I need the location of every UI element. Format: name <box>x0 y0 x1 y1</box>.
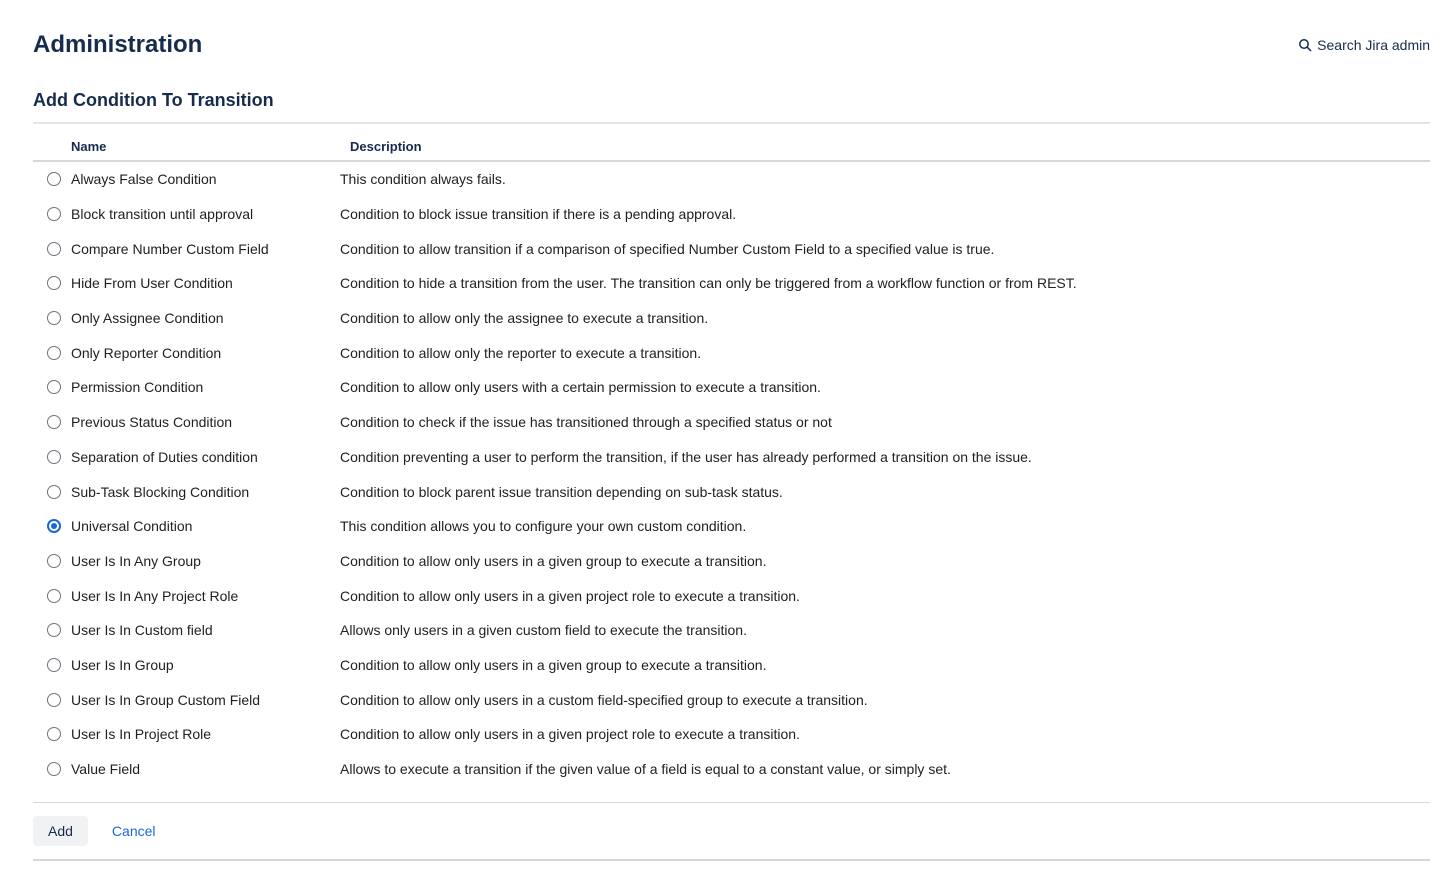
radio-button[interactable] <box>47 380 61 394</box>
condition-description: Condition to allow transition if a comparison of specified Number Custom Field to a specified value is true. <box>340 240 995 257</box>
condition-name: Previous Status Condition <box>71 414 233 431</box>
radio-button[interactable] <box>47 311 61 325</box>
search-icon <box>1298 38 1312 52</box>
condition-description: Condition to allow only the reporter to execute a transition. <box>340 344 702 361</box>
condition-name: User Is In Any Project Role <box>71 587 239 604</box>
condition-description: Allows to execute a transition if the given value of a field is equal to a constant value, or simply set. <box>340 761 951 778</box>
table-row[interactable] <box>33 474 1430 509</box>
table-row[interactable] <box>33 648 1430 683</box>
divider <box>33 859 1430 861</box>
condition-description: Condition to allow only users in a given project role to execute a transition. <box>340 587 800 604</box>
add-button[interactable]: Add <box>33 816 88 846</box>
radio-button[interactable] <box>47 207 61 221</box>
radio-button[interactable] <box>47 762 61 776</box>
condition-description: This condition allows you to configure your own custom condition. <box>340 518 747 535</box>
condition-description: Condition to allow only users in a custom field-specified group to execute a transition. <box>340 691 868 708</box>
search-label: Search Jira admin <box>1317 37 1430 53</box>
condition-description: Condition to block parent issue transition depending on sub-task status. <box>340 483 783 500</box>
column-header-description: Description <box>350 139 422 154</box>
table-row[interactable] <box>33 301 1430 336</box>
condition-description: Condition to check if the issue has transitioned through a specified status or not <box>340 414 832 431</box>
conditions-table <box>33 124 1430 786</box>
condition-description: Condition to allow only the assignee to execute a transition. <box>340 310 709 327</box>
condition-name: User Is In Project Role <box>71 726 212 743</box>
condition-name: Value Field <box>71 761 141 778</box>
table-row[interactable] <box>33 370 1430 405</box>
condition-name: Permission Condition <box>71 379 204 396</box>
column-header-name: Name <box>71 139 107 154</box>
page-title: Administration <box>33 31 203 58</box>
radio-button[interactable] <box>47 172 61 186</box>
condition-name: User Is In Any Group <box>71 552 201 569</box>
condition-description: Allows only users in a given custom field to execute the transition. <box>340 622 747 639</box>
radio-button[interactable] <box>47 415 61 429</box>
condition-description: Condition to block issue transition if there is a pending approval. <box>340 206 737 223</box>
condition-name: User Is In Custom field <box>71 622 213 639</box>
condition-name: Only Reporter Condition <box>71 344 222 361</box>
search-jira-admin-link[interactable] <box>1298 37 1430 53</box>
page-header <box>33 31 1430 59</box>
radio-button[interactable] <box>47 623 61 637</box>
cancel-link[interactable]: Cancel <box>111 823 156 840</box>
radio-button[interactable] <box>47 658 61 672</box>
radio-button[interactable] <box>47 519 61 533</box>
condition-name: Compare Number Custom Field <box>71 240 269 257</box>
condition-name: Sub-Task Blocking Condition <box>71 483 250 500</box>
table-row[interactable] <box>33 682 1430 717</box>
table-row[interactable] <box>33 231 1430 266</box>
table-row[interactable] <box>33 197 1430 232</box>
condition-name: Universal Condition <box>71 518 193 535</box>
radio-button[interactable] <box>47 276 61 290</box>
radio-button[interactable] <box>47 242 61 256</box>
table-row[interactable] <box>33 335 1430 370</box>
condition-description: Condition to allow only users with a certain permission to execute a transition. <box>340 379 821 396</box>
radio-button[interactable] <box>47 450 61 464</box>
condition-description: Condition to allow only users in a given group to execute a transition. <box>340 656 767 673</box>
condition-name: User Is In Group <box>71 656 174 673</box>
condition-name: Only Assignee Condition <box>71 310 224 327</box>
section-heading: Add Condition To Transition <box>33 90 1430 124</box>
table-row[interactable] <box>33 613 1430 648</box>
form-actions <box>33 803 1430 846</box>
radio-button[interactable] <box>47 589 61 603</box>
table-row[interactable] <box>33 440 1430 475</box>
condition-description: Condition to allow only users in a given group to execute a transition. <box>340 552 767 569</box>
condition-description: Condition to hide a transition from the user. The transition can only be triggered from a workflow function or from REST. <box>340 275 1077 292</box>
radio-button[interactable] <box>47 693 61 707</box>
radio-button[interactable] <box>47 554 61 568</box>
condition-name: Separation of Duties condition <box>71 448 258 465</box>
condition-name: Hide From User Condition <box>71 275 233 292</box>
condition-name: User Is In Group Custom Field <box>71 691 261 708</box>
table-header-row <box>33 124 1430 162</box>
radio-button[interactable] <box>47 727 61 741</box>
table-row[interactable] <box>33 752 1430 787</box>
table-row[interactable] <box>33 509 1430 544</box>
radio-button[interactable] <box>47 485 61 499</box>
table-row[interactable] <box>33 266 1430 301</box>
condition-description: This condition always fails. <box>340 171 506 188</box>
table-body <box>33 162 1430 786</box>
table-row[interactable] <box>33 717 1430 752</box>
condition-description: Condition to allow only users in a given project role to execute a transition. <box>340 726 800 743</box>
table-row[interactable] <box>33 162 1430 197</box>
condition-description: Condition preventing a user to perform the transition, if the user has already performed a transition on the issue. <box>340 448 1032 465</box>
table-row[interactable] <box>33 578 1430 613</box>
condition-name: Block transition until approval <box>71 206 254 223</box>
condition-name: Always False Condition <box>71 171 217 188</box>
spacer <box>33 786 1430 802</box>
table-row[interactable] <box>33 405 1430 440</box>
table-row[interactable] <box>33 544 1430 579</box>
radio-button[interactable] <box>47 346 61 360</box>
